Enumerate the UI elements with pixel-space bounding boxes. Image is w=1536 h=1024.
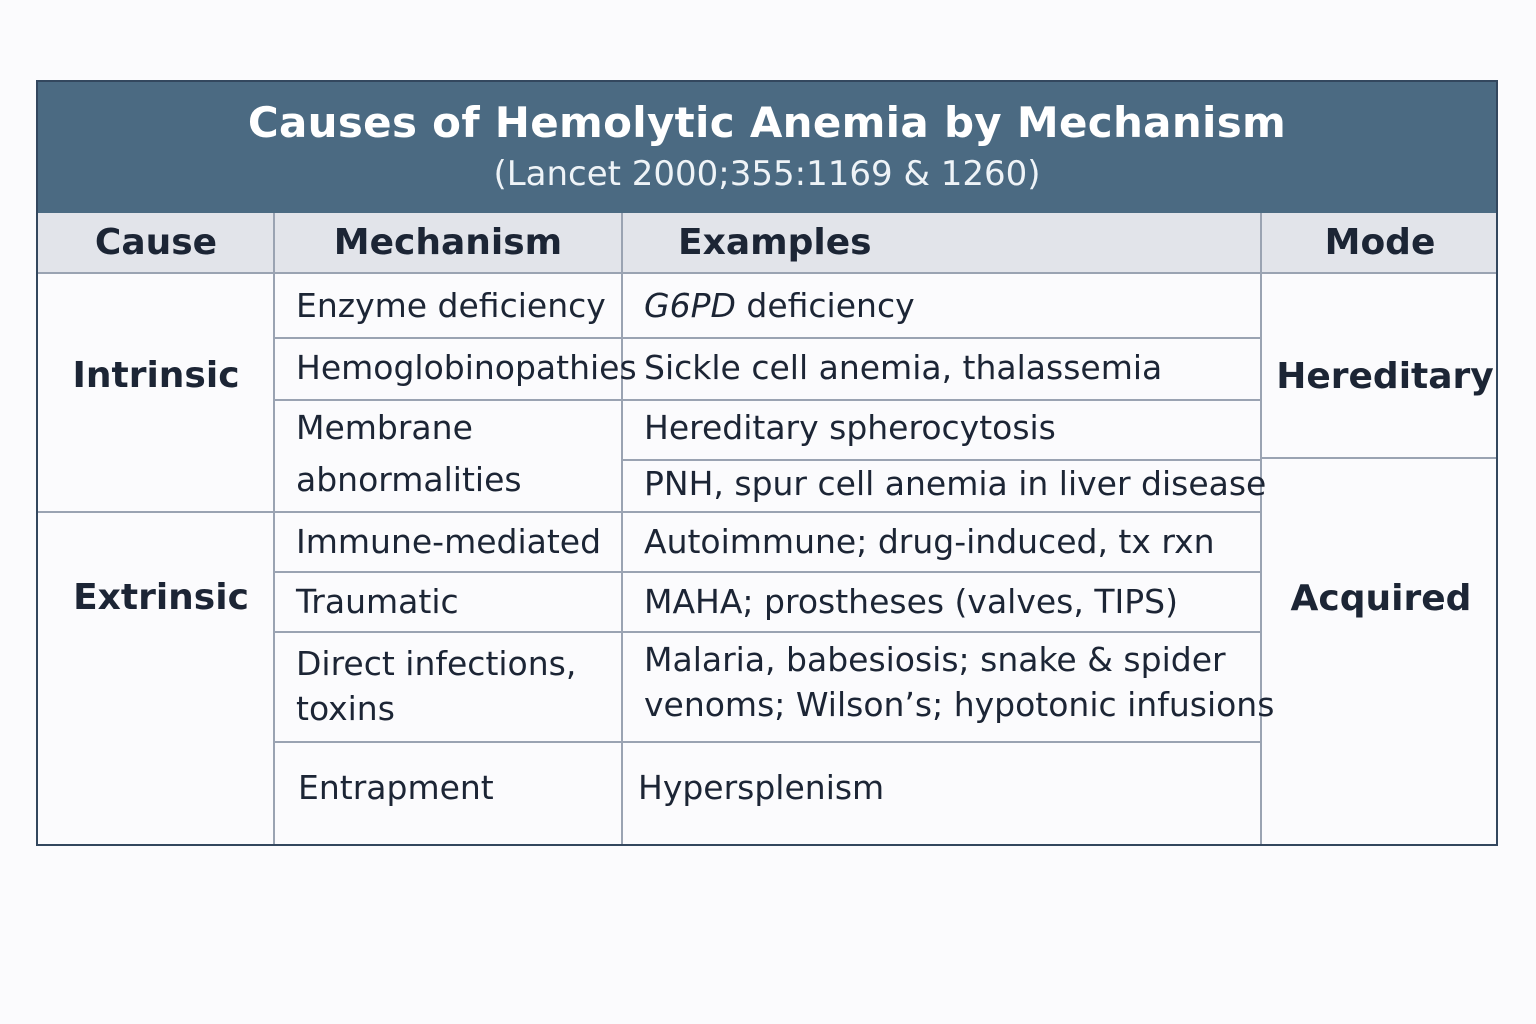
mechanism-membrane-line1: Membrane (296, 408, 473, 447)
row-divider (274, 741, 1261, 743)
divider-examples-mode (1260, 213, 1262, 846)
row-divider-cause-group (38, 511, 1261, 513)
title-bar (38, 82, 1496, 213)
row-divider (274, 399, 1261, 401)
example-g6pd-rest: deficiency (735, 286, 915, 325)
example-maha: MAHA; prostheses (valves, TIPS) (644, 582, 1178, 621)
mode-hereditary: Hereditary (1276, 356, 1494, 397)
header-examples: Examples (678, 222, 872, 263)
mechanism-immune-mediated: Immune-mediated (296, 522, 602, 561)
header-cause: Cause (94, 222, 218, 263)
cause-intrinsic: Intrinsic (72, 355, 240, 396)
header-mechanism: Mechanism (333, 222, 563, 263)
header-mode: Mode (1324, 222, 1436, 263)
mechanism-traumatic: Traumatic (296, 582, 459, 621)
cause-extrinsic: Extrinsic (73, 577, 249, 618)
mechanism-infections-line1: Direct infections, (296, 644, 577, 683)
row-divider-mode-group (1261, 457, 1498, 459)
example-g6pd (644, 282, 915, 330)
row-divider (274, 631, 1261, 633)
header-row (38, 213, 1496, 274)
example-spherocytosis: Hereditary spherocytosis (644, 408, 1056, 447)
mode-acquired: Acquired (1290, 578, 1472, 619)
example-hypersplenism: Hypersplenism (638, 768, 885, 807)
example-malaria-line2: venoms; Wilson’s; hypotonic infusions (644, 685, 1275, 724)
hemolytic-anemia-table (36, 80, 1498, 846)
example-malaria-line1: Malaria, babesiosis; snake & spider (644, 640, 1226, 679)
mechanism-hemoglobinopathies: Hemoglobinopathies (296, 348, 637, 387)
example-autoimmune: Autoimmune; drug-induced, tx rxn (644, 522, 1215, 561)
table-title: Causes of Hemolytic Anemia by Mechanism (247, 98, 1287, 147)
mechanism-membrane-line2: abnormalities (296, 460, 522, 499)
row-divider (274, 337, 1261, 339)
table-subtitle: (Lancet 2000;355:1169 & 1260) (493, 154, 1041, 194)
mechanism-enzyme-deficiency: Enzyme deficiency (296, 286, 606, 325)
mechanism-infections-line2: toxins (296, 689, 395, 728)
mechanism-entrapment: Entrapment (298, 768, 494, 807)
divider-mechanism-examples (621, 213, 623, 846)
row-divider (274, 571, 1261, 573)
divider-cause-mechanism (273, 213, 275, 846)
example-pnh: PNH, spur cell anemia in liver disease (644, 464, 1267, 503)
example-g6pd-italic: G6PD (644, 286, 736, 325)
example-sickle-cell: Sickle cell anemia, thalassemia (644, 348, 1163, 387)
